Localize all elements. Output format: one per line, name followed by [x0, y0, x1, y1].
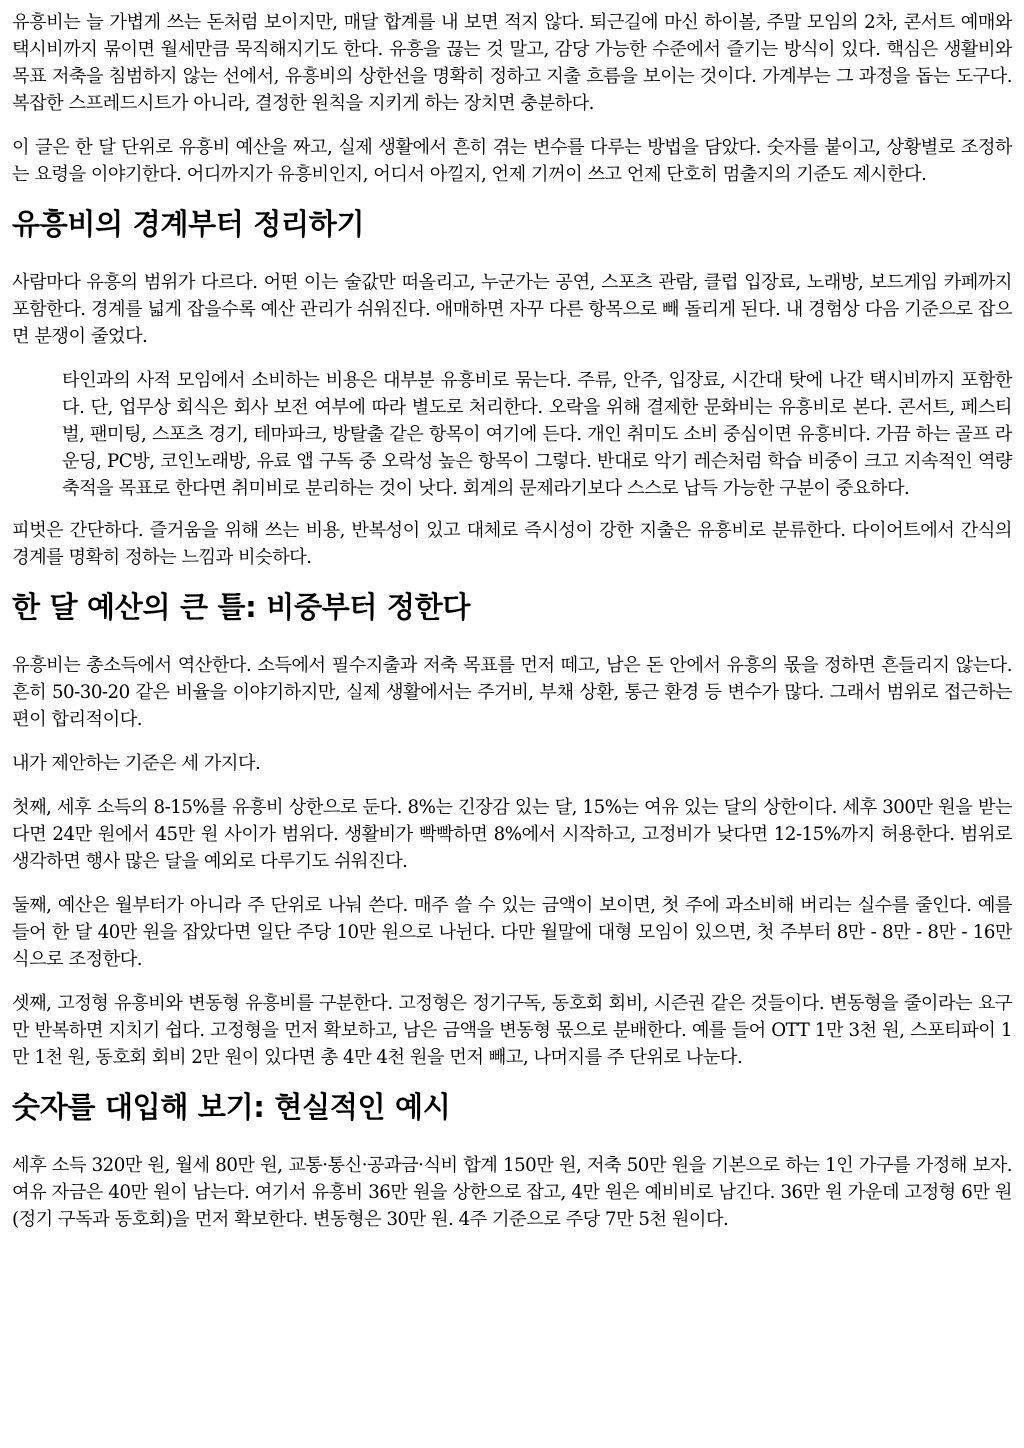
body-paragraph: 셋째, 고정형 유흥비와 변동형 유흥비를 구분한다. 고정형은 정기구독, 동호회 회비, 시즌권 같은 것들이다. 변동형을 줄이라는 요구만 반복하면 지치기 쉽다. 고정형을 먼저 확보하고, 남은 금액을 변동형 몫으로 분배한다. 예를 들어 OTT 1만 3천 원, 스포티파이 1만 1천 원, 동호회 회비 2만 원이 있다면 총 4만 4천 원을 먼저 빼고, 나머지를 주 단위로 나눈다. [12, 993, 1012, 1068]
block-quote [62, 367, 1012, 502]
body-paragraph: 세후 소득 320만 원, 월세 80만 원, 교통·통신·공과금·식비 합계 150만 원, 저축 50만 원을 기본으로 하는 1인 가구를 가정해 보자. 여유 자금은 40만 원이 남는다. 여기서 유흥비 36만 원을 상한으로 잡고, 4만 원은 예비비로 남긴다. 36만 원 가운데 고정형 6만 원(정기 구독과 동호회)을 먼저 확보한다. 변동형은 30만 원. 4주 기준으로 주당 7만 5천 원이다. [12, 1155, 1012, 1230]
body-paragraph: 사람마다 유흥의 범위가 다르다. 어떤 이는 술값만 떠올리고, 누군가는 공연, 스포츠 관람, 클럽 입장료, 노래방, 보드게임 카페까지 포함한다. 경계를 넓게 잡을수록 예산 관리가 쉬워진다. 애매하면 자꾸 다른 항목으로 빼 돌리게 된다. 내 경험상 다음 기준으로 잡으면 분쟁이 줄었다. [12, 272, 1012, 347]
section-heading: 한 달 예산의 큰 틀: 비중부터 정한다 [12, 590, 471, 624]
section-heading: 숫자를 대입해 보기: 현실적인 예시 [12, 1090, 451, 1124]
body-paragraph: 내가 제안하는 기준은 세 가지다. [12, 753, 261, 774]
intro-paragraph: 유흥비는 늘 가볍게 쓰는 돈처럼 보이지만, 매달 합계를 내 보면 적지 않다. 퇴근길에 마신 하이볼, 주말 모임의 2차, 콘서트 예매와 택시비까지 묶이면 월세만큼 묵직해지기도 한다. 유흥을 끊는 것 말고, 감당 가능한 수준에서 즐기는 방식이 있다. 핵심은 생활비와 목표 저축을 침범하지 않는 선에서, 유흥비의 상한선을 명확히 정하고 지출 흐름을 보이는 것이다. 가계부는 그 과정을 돕는 도구다. 복잡한 스프레드시트가 아니라, 결정한 원칙을 지키게 하는 장치면 충분하다. [12, 12, 1012, 114]
body-paragraph: 유흥비는 총소득에서 역산한다. 소득에서 필수지출과 저축 목표를 먼저 떼고, 남은 돈 안에서 유흥의 몫을 정하면 흔들리지 않는다. 흔히 50-30-20 같은 비율을 이야기하지만, 실제 생활에서는 주거비, 부채 상환, 통근 환경 등 변수가 많다. 그래서 범위로 접근하는 편이 합리적이다. [12, 655, 1012, 730]
quote-paragraph: 타인과의 사적 모임에서 소비하는 비용은 대부분 유흥비로 묶는다. 주류, 안주, 입장료, 시간대 탓에 나간 택시비까지 포함한다. 단, 업무상 회식은 회사 보전 여부에 따라 별도로 처리한다. 오락을 위해 결제한 문화비는 유흥비로 본다. 콘서트, 페스티벌, 팬미팅, 스포츠 경기, 테마파크, 방탈출 같은 항목이 여기에 든다. 개인 취미도 소비 중심이면 유흥비다. 가끔 하는 골프 라운딩, PC방, 코인노래방, 유료 앱 구독 중 오락성 높은 항목이 그렇다. 반대로 악기 레슨처럼 학습 비중이 크고 지속적인 역량 축적을 목표로 한다면 취미비로 분리하는 것이 낫다. 회계의 문제라기보다 스스로 납득 가능한 구분이 중요하다. [62, 370, 1012, 499]
body-paragraph: 피벗은 간단하다. 즐거움을 위해 쓰는 비용, 반복성이 있고 대체로 즉시성이 강한 지출은 유흥비로 분류한다. 다이어트에서 간식의 경계를 명확히 정하는 느낌과 비슷하다. [12, 520, 1012, 568]
article [12, 9, 1012, 1233]
body-paragraph: 첫째, 세후 소득의 8-15%를 유흥비 상한으로 둔다. 8%는 긴장감 있는 달, 15%는 여유 있는 달의 상한이다. 세후 300만 원을 받는다면 24만 원에서 45만 원 사이가 범위다. 생활비가 빡빡하면 8%에서 시작하고, 고정비가 낮다면 12-15%까지 허용한다. 범위로 생각하면 행사 많은 달을 예외로 다루기도 쉬워진다. [12, 797, 1012, 872]
intro-paragraph: 이 글은 한 달 단위로 유흥비 예산을 짜고, 실제 생활에서 흔히 겪는 변수를 다루는 방법을 담았다. 숫자를 붙이고, 상황별로 조정하는 요령을 이야기한다. 어디까지가 유흥비인지, 어디서 아낄지, 언제 기꺼이 쓰고 언제 단호히 멈출지의 기준도 제시한다. [12, 137, 1012, 185]
section-heading: 유흥비의 경계부터 정리하기 [12, 207, 365, 241]
body-paragraph: 둘째, 예산은 월부터가 아니라 주 단위로 나눠 쓴다. 매주 쓸 수 있는 금액이 보이면, 첫 주에 과소비해 버리는 실수를 줄인다. 예를 들어 한 달 40만 원을 잡았다면 일단 주당 10만 원으로 나뉜다. 다만 월말에 대형 모임이 있으면, 첫 주부터 8만 - 8만 - 8만 - 16만 식으로 조정한다. [12, 895, 1012, 970]
